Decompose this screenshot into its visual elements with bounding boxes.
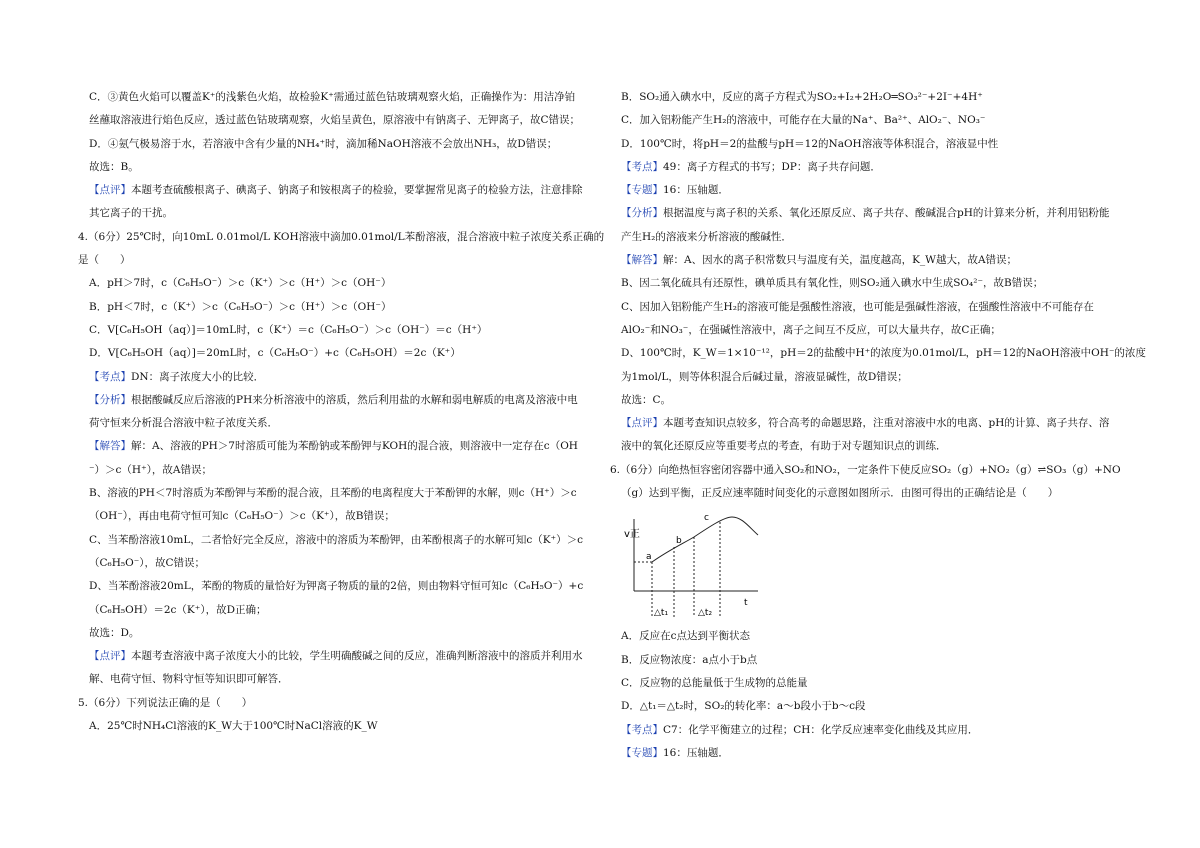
text-line xyxy=(78,296,572,319)
text-line xyxy=(78,86,576,109)
right-column-bottom-text xyxy=(610,625,1122,765)
text-line xyxy=(610,366,1122,389)
text-line xyxy=(78,529,583,552)
text-line xyxy=(78,505,572,528)
line-text: D．100℃时，将pH＝2的盐酸与pH＝12的NaOH溶液等体积混合，溶液显中性 xyxy=(621,137,999,150)
y-axis-label: v正 xyxy=(624,529,640,541)
section-tag: 【考点】 xyxy=(89,370,131,383)
line-text: （g）达到平衡，正反应速率随时间变化的示意图如图所示．由图可得出的正确结论是（ ） xyxy=(621,487,1059,500)
line-text: 本题考查溶液中离子浓度大小的比较，学生明确酸碱之间的反应，准确判断溶液中的溶质并利用水 xyxy=(131,650,583,663)
line-text: （C₆H₅O⁻），故C错误； xyxy=(89,556,206,569)
text-line xyxy=(610,625,1122,648)
line-text: D．④氨气极易溶于水，若溶液中含有少量的NH₄⁺时，滴加稀NaOH溶液不会放出NH₃，故D错误； xyxy=(89,137,558,150)
line-text: 5.（6分）下列说法正确的是（ ） xyxy=(78,696,253,709)
line-text: D．△t₁＝△t₂时，SO₂的转化率：a～b段小于b～c段 xyxy=(621,700,866,713)
x-axis-label: t xyxy=(744,598,748,609)
text-line xyxy=(78,482,577,505)
text-line xyxy=(610,179,1122,202)
line-text: 解、电荷守恒、物料守恒等知识即可解答． xyxy=(89,673,289,686)
text-line xyxy=(78,319,572,342)
line-text: B．pH＜7时，c（K⁺）＞c（C₆H₅O⁻）＞c（H⁺）＞c（OH⁻） xyxy=(89,300,392,313)
text-line xyxy=(610,296,1122,319)
text-line xyxy=(78,575,584,598)
text-line xyxy=(78,202,572,225)
text-line xyxy=(78,109,581,132)
text-line xyxy=(78,366,572,389)
line-text: 根据温度与离子积的关系、氧化还原反应、离子共存、酸碱混合pH的计算来分析，并利用铝粉能 xyxy=(663,207,1110,220)
text-line xyxy=(610,226,1122,249)
text-line xyxy=(610,695,1122,718)
text-line xyxy=(78,552,572,575)
section-tag: 【点评】 xyxy=(621,417,663,430)
line-text: 其它离子的干扰。 xyxy=(89,207,173,220)
text-line xyxy=(78,435,578,458)
text-line xyxy=(610,482,1122,505)
text-line xyxy=(78,389,578,412)
text-line xyxy=(610,86,1122,109)
section-tag: 【专题】 xyxy=(621,746,663,759)
text-line xyxy=(610,342,1146,365)
text-line xyxy=(610,672,1122,695)
line-text: D、当苯酚溶液20mL，苯酚的物质的量恰好为钾离子物质的量的2倍，则由物料守恒可知c（C₆H₅O⁻）+c xyxy=(89,580,584,593)
text-line xyxy=(610,742,1122,765)
line-text: 本题考查硫酸根离子、碘离子、钠离子和铵根离子的检验，要掌握常见离子的检验方法，注意排除 xyxy=(131,184,583,197)
line-text: （OH⁻），再由电荷守恒可知c（C₆H₅O⁻）＞c（K⁺），故B错误； xyxy=(89,510,395,523)
section-tag: 【专题】 xyxy=(621,184,663,197)
line-text: 解：A、溶液的PH＞7时溶质可能为苯酚钠或苯酚钾与KOH的混合液，则溶液中一定存在c（OH xyxy=(131,440,578,453)
text-line xyxy=(610,272,1122,295)
text-line xyxy=(610,435,1122,458)
text-line xyxy=(78,692,572,715)
section-tag: 【考点】 xyxy=(621,723,663,736)
line-text: AlO₂⁻和NO₃⁻，在强碱性溶液中，离子之间互不反应，可以大量共存，故C正确； xyxy=(621,323,1001,336)
line-text: B．反应物浓度：a点小于b点 xyxy=(621,653,758,666)
section-tag: 【点评】 xyxy=(89,650,131,663)
text-line xyxy=(78,599,572,622)
line-text: C、当苯酚溶液10mL，二者恰好完全反应，溶液中的溶质为苯酚钾，由苯酚根离子的水解可知c（K⁺）＞c xyxy=(89,533,583,546)
line-text: 49：离子方程式的书写；DP：离子共存问题． xyxy=(663,160,881,173)
rate-curve xyxy=(652,517,758,562)
line-text: 为1mol/L，则等体积混合后碱过量，溶液显碱性，故D错误； xyxy=(621,370,908,383)
point-label-c: c xyxy=(704,513,709,524)
point-label-b: b xyxy=(676,536,682,547)
line-text: （C₆H₅OH）＝2c（K⁺），故D正确； xyxy=(89,603,267,616)
text-line xyxy=(78,249,572,272)
interval-label-1: △t₁ xyxy=(654,608,669,619)
text-line xyxy=(610,319,1122,342)
line-text: C．③黄色火焰可以覆盖K⁺的浅紫色火焰，故检验K⁺需通过蓝色钴玻璃观察火焰，正确操作为：用洁净铂 xyxy=(89,91,576,103)
text-line xyxy=(78,156,572,179)
section-tag: 【点评】 xyxy=(89,184,131,197)
line-text: 故选：C。 xyxy=(621,393,672,406)
section-tag: 【解答】 xyxy=(89,440,131,453)
text-line xyxy=(610,109,1122,132)
line-text: ⁻）＞c（H⁺），故A错误； xyxy=(89,463,212,476)
right-column-top-text xyxy=(610,86,1146,505)
right-column xyxy=(610,86,1146,765)
line-text: DN：离子浓度大小的比较． xyxy=(131,370,265,383)
line-text: B、溶液的PH＜7时溶质为苯酚钾与苯酚的混合液，且苯酚的电离程度大于苯酚钾的水解，则c（H⁺）＞c xyxy=(89,487,577,500)
line-text: C．V[C₆H₅OH（aq）]＝10mL时，c（K⁺）＝c（C₆H₅O⁻）＞c（OH⁻）＝c（H⁺） xyxy=(89,323,488,336)
line-text: B、因二氧化硫具有还原性，碘单质具有氧化性，则SO₂通入碘水中生成SO₄²⁻，故B错误； xyxy=(621,277,1044,290)
rate-time-chart xyxy=(624,505,774,625)
text-line xyxy=(78,272,572,295)
line-text: 本题考查知识点较多，符合高考的命题思路，注重对溶液中水的电离、pH的计算、离子共存、溶 xyxy=(663,417,1110,430)
line-text: 故选：B。 xyxy=(89,160,139,173)
line-text: C7：化学平衡建立的过程；CH：化学反应速率变化曲线及其应用． xyxy=(663,723,979,736)
section-tag: 【考点】 xyxy=(621,160,663,173)
line-text: A．pH＞7时，c（C₆H₅O⁻）＞c（K⁺）＞c（H⁺）＞c（OH⁻） xyxy=(89,277,392,290)
line-text: 16：压轴题． xyxy=(663,746,729,759)
text-line xyxy=(610,202,1122,225)
text-line xyxy=(78,668,572,691)
text-line xyxy=(78,715,572,738)
line-text: A．25℃时NH₄Cl溶液的K_W大于100℃时NaCl溶液的K_W xyxy=(89,720,378,733)
line-text: 6.（6分）向绝热恒容密闭容器中通入SO₂和NO₂，一定条件下使反应SO₂（g）+NO₂（g）⇌SO₃（g）+NO xyxy=(610,463,1121,476)
line-text: D．V[C₆H₅OH（aq）]＝20mL时，c（C₆H₅O⁻）+c（C₆H₅OH）＝2c（K⁺） xyxy=(89,347,461,360)
text-line xyxy=(610,719,1122,742)
text-line xyxy=(78,622,572,645)
line-text: 荷守恒来分析混合溶液中粒子浓度关系． xyxy=(89,417,278,430)
text-line xyxy=(78,133,572,156)
section-tag: 【解答】 xyxy=(621,254,663,267)
line-text: 故选：D。 xyxy=(89,626,140,639)
section-tag: 【分析】 xyxy=(621,207,663,220)
text-line xyxy=(78,226,605,249)
line-text: C．加入铝粉能产生H₂的溶液中，可能存在大量的Na⁺、Ba²⁺、AlO₂⁻、NO₃⁻ xyxy=(621,114,986,127)
left-column xyxy=(78,86,605,738)
line-text: C、因加入铝粉能产生H₂的溶液可能是强酸性溶液，也可能是强碱性溶液，在强酸性溶液中不可能存在 xyxy=(621,300,1094,313)
text-line xyxy=(610,249,1122,272)
line-text: 产生H₂的溶液来分析溶液的酸碱性． xyxy=(621,230,792,243)
rate-time-figure xyxy=(610,505,1122,625)
line-text: D、100℃时，K_W＝1×10⁻¹²，pH＝2的盐酸中H⁺的浓度为0.01mol/L，pH＝12的NaOH溶液中OH⁻的浓度 xyxy=(621,347,1146,360)
text-line xyxy=(610,133,1122,156)
text-line xyxy=(78,342,572,365)
text-line xyxy=(610,389,1122,412)
text-line xyxy=(78,412,572,435)
text-line xyxy=(78,179,583,202)
line-text: 丝蘸取溶液进行焰色反应，透过蓝色钴玻璃观察，火焰呈黄色，原溶液中有钠离子、无钾离子，故C错误； xyxy=(89,114,581,127)
line-text: B．SO₂通入碘水中，反应的离子方程式为SO₂+I₂+2H₂O═SO₃²⁻+2I⁻+4H⁺ xyxy=(621,91,983,103)
text-line xyxy=(610,156,1122,179)
line-text: 根据酸碱反应后溶液的PH来分析溶液中的溶质，然后利用盐的水解和弱电解质的电离及溶液中电 xyxy=(131,393,578,406)
text-line xyxy=(610,412,1122,435)
text-line xyxy=(610,459,1122,482)
line-text: A．反应在c点达到平衡状态 xyxy=(621,630,750,643)
line-text: 16：压轴题． xyxy=(663,184,729,197)
line-text: 是（ ） xyxy=(78,254,131,267)
point-label-a: a xyxy=(646,552,652,563)
text-line xyxy=(78,645,583,668)
line-text: 液中的氧化还原反应等重要考点的考查，有助于对专题知识点的训练． xyxy=(621,440,947,453)
line-text: 解：A、因水的离子积常数只与温度有关，温度越高，K_W越大，故A错误； xyxy=(663,254,1018,267)
text-line xyxy=(78,459,572,482)
interval-label-2: △t₂ xyxy=(698,608,713,619)
line-text: 4.（6分）25℃时，向10mL 0.01mol/L KOH溶液中滴加0.01mol/L苯酚溶液，混合溶液中粒子浓度关系正确的 xyxy=(78,230,605,243)
text-line xyxy=(610,649,1122,672)
section-tag: 【分析】 xyxy=(89,393,131,406)
line-text: C．反应物的总能量低于生成物的总能量 xyxy=(621,676,808,689)
